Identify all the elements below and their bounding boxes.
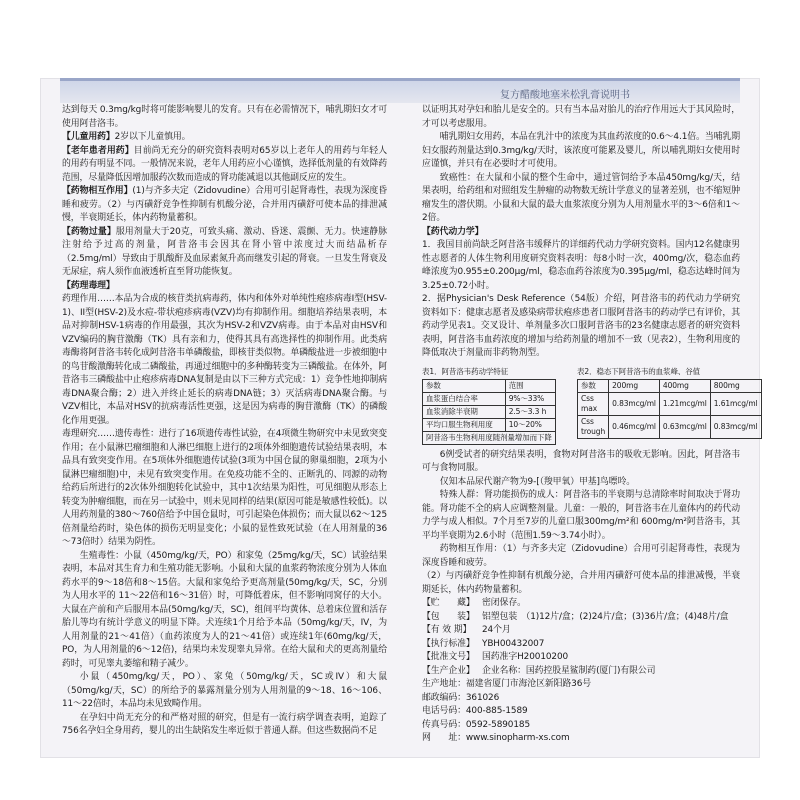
section-heading: 【药物过量】 <box>62 226 116 237</box>
pk-point-2: 2．据Physician's Desk Reference（54版）介绍，阿昔洛韦的药代动力学研究资料如下：健康志愿者及感染病带状疱疹患者口服阿昔洛韦的药动学已有评价，其药动学见表1。交叉设计、单剂量多次口服阿昔洛韦的23名健康志愿者的研究资料表明，阿昔洛韦血药浓度的增加与给药剂量的增加不一致（见表2），生物利用度的降低取决于剂量而非药物剂型。 <box>422 294 740 358</box>
carcinogenicity-text: 致癌性：在大鼠和小鼠的整个生命中，通过管饲给予本品450mg/kg/天，结果表明，给药组和对照组发生肿瘤的动物数无统计学意义的显著差别，也不缩短肿瘤发生的潜伏期。小鼠和大鼠的最大血浆浓度分别为人用剂量水平的3～6倍和1～2倍。 <box>422 172 740 223</box>
field-label: 【批准文号】 <box>422 652 475 662</box>
table-caption: 表1．阿昔洛韦药动学特征 <box>422 366 509 376</box>
table-cell: 血浆蛋白结合率 <box>423 393 506 406</box>
manufacturer-row <box>422 665 740 679</box>
interaction-text-2: （2）与丙磺舒竞争性抑制有机酸分泌，合并用丙磺舒可使本品的排泄减慢，半衰期延长，体内药物量蓄积。 <box>422 571 740 595</box>
table-cell: 1.61mcg/ml <box>710 393 761 416</box>
interaction-text: 药物相互作用：（1）与齐多夫定（Zidovudine）合用可引起肾毒性，表现为深度昏睡和疲劳。 <box>422 544 740 568</box>
field-value: 企业名称：国药控股星鲨制药(厦门)有限公司 <box>482 665 656 676</box>
table-cell: 400mg <box>659 380 710 393</box>
field-value: 24个月 <box>482 625 511 635</box>
paragraph: 达到每天 0.3mg/kg时将可能影响婴儿的发育。只有在必需情况下，哺乳期妇女才可使用阿昔洛韦。 <box>62 105 387 129</box>
pregnancy-text: 在孕妇中尚无充分的和严格对照的研究，但是有一流行病学调查表明，追踪了756名孕妇全身用药，婴儿的出生缺陷发生率近似于普通人群。但这些数据尚不足 <box>62 712 387 736</box>
toxicology-text: 毒理研究……遗传毒性：进行了16项遗传毒性试验，在4项微生物研究中未见致突变作用；在小鼠淋巴瘤细胞和人淋巴细胞上进行的2项体外细胞遗传试验结果表明，本品具有致突变作用。在5项体外细胞遗传试验(3项为中国仓鼠的卵巢细胞，2项为小鼠淋巴瘤细胞)中，未见有致突变作用。在免疫功能不全的、正断乳的、同源的动物给药后所进行的2次体外细胞转化试验中，其中1次结果为阳性，可见细胞从形态上转变为肿瘤细胞，而在另一试验中，则未见同样的结果(原因可能是敏感性较低)。以人用药剂量的380～760倍给予中国仓鼠时，可引起染色体损伤；而大鼠以62～125倍剂量给药时，染色体的损伤无明显变化；小鼠的显性致死试验（在人用剂量的36～73倍时）结果为阴性。 <box>62 429 387 547</box>
paragraph: 以证明其对孕妇和胎儿是安全的。只有当本品对胎儿的治疗作用远大于其风险时，才可以考虑服用。 <box>422 105 740 129</box>
table-row <box>423 406 556 419</box>
left-column <box>62 104 387 739</box>
table-row <box>423 393 556 406</box>
fax-number: 传真号码：0592-5890185 <box>422 719 530 730</box>
storage-row <box>422 597 740 611</box>
section-text: 目前尚无充分的研究资料表明对65岁以上老年人的用药与年轻人的用药有明显不同。一般情况来说，老年人用药应小心谨慎，选择低剂量的有效降药范围，尽量降低因增加服药次数而造成的肾功能减退以其他副反应的发生。 <box>62 145 387 183</box>
pharmacology-text: 药理作用……本品为合成的核苷类抗病毒药，体内和体外对单纯性疱疹病毒I型(HSV-1)、II型(HSV-2)及水痘-带状疱疹病毒(VZV)均有抑制作用。细胞培养结果表明，本品对抑制HSV-1病毒的作用最强，其次为HSV-2和VZV病毒。由于本品对由HSV和VZV编码的胸苷激酶（TK）具有亲和力，使得其具有高选择性的抑制作用。此类病毒酶将阿昔洛韦转化成阿昔洛韦单磷酸盐，即核苷类似物。单磷酸盐进一步被细胞中的鸟苷酸激酶转化成二磷酸盐，再通过细胞中的多种酶转变为三磷酸盐。在体外，阿昔洛韦三磷酸盐中止疱疹病毒DNA复制是由以下三种方式完成：1）竞争性地抑制病毒DNA聚合酶；2）进入并终止延长的病毒DNA链；3）灭活病毒DNA聚合酶。与VZV相比，本品对HSV的抗病毒活性更强，这是因为病毒的胸苷激酶（TK）的磷酸化作用更强。 <box>62 294 387 426</box>
table-cell: 参数 <box>423 380 506 393</box>
overdose-section <box>62 226 387 280</box>
right-column <box>422 104 758 746</box>
pk-characteristics-table <box>422 379 556 445</box>
field-value: 国药准字H20010200 <box>482 652 569 662</box>
table-row <box>423 419 556 432</box>
field-label: 【包 装】 <box>422 611 475 622</box>
field-value: 密闭保存。 <box>482 598 526 608</box>
header-band-text: 复方醋酸地塞米松乳膏说明书 <box>500 90 630 101</box>
table-cell: 范围 <box>505 380 555 393</box>
phone-number: 电话号码：400-885-1589 <box>422 706 528 716</box>
table-cell: 0.83mcg/ml <box>710 416 761 439</box>
table-cell: 0.83mcg/ml <box>609 393 660 416</box>
table-cell: 血浆消除半衰期 <box>423 406 506 419</box>
table-cell: 10～20% <box>505 419 555 432</box>
section-text: 服用剂量大于20克，可致头痛、激动、昏迷、震颤、无力。快速静脉注射给予过高的剂量，阿昔洛韦会因其在肾小管中浓度过大而结晶析存（2.5mg/ml）导致由于肌酸酐及血尿素氮升高而继发引起的肾衰。一旦发生肾衰及无尿症，病人须作血液透析直至肾功能恢复。 <box>62 226 387 277</box>
metabolite-text: 仅知本品尿代谢产物为9-[（羧甲氧）甲基]鸟嘌呤。 <box>439 476 635 487</box>
table-cell: 800mg <box>710 380 761 393</box>
package-row <box>422 611 740 625</box>
table-row <box>423 432 556 445</box>
field-label: 【有 效 期】 <box>422 625 472 635</box>
header-band <box>60 78 740 103</box>
food-effect-text: 6例受试者的研究结果表明，食物对阿昔洛韦的吸收无影响。因此，阿昔洛韦可与食物同服。 <box>422 449 740 473</box>
field-label: 【生产企业】 <box>422 665 475 676</box>
field-label: 【贮 藏】 <box>422 598 475 608</box>
table-cell: 参数 <box>578 380 609 393</box>
table-cell: 1.21mcg/ml <box>659 393 710 416</box>
lactation-text: 哺乳期妇女用药，本品在乳汁中的浓度为其血药浓度的0.6～4.1倍。当哺乳期妇女服药剂量达到0.3mg/kg/天时，该浓度可能累及婴儿，所以哺乳期妇女使用时应谨慎，并只有在必要时才可使用。 <box>422 132 740 169</box>
pk-point-1: 1．我国目前尚缺乏阿昔洛韦缓释片的详细药代动力学研究资料。国内12名健康男性志愿者的人体生物利用度研究资料表明：每8小时一次，400mg/次，稳态血药峰浓度为0.955±0.200μg/ml，稳态血药谷浓度为0.395μg/ml，稳态达峰时间为3.25±0.72小时。 <box>422 240 740 291</box>
special-population-text: 特殊人群：肾功能损伤的成人：阿昔洛韦的半衰期与总清除率时间取决于肾功能。肾功能不全的病人应调整剂量。儿童：一般的，阿昔洛韦在儿童体内的药代动力学与成人相似。7个月至7岁的儿童口服300mg/m²和 600mg/m²阿昔洛韦，其平均半衰期为2.6小时（范围1.59～3.74小时）。 <box>422 490 740 541</box>
table-cell: 2.5～3.3 h <box>505 406 555 419</box>
expiry-row <box>422 624 740 638</box>
children-section <box>62 131 387 145</box>
table-cell: 0.63mcg/ml <box>659 416 710 439</box>
table-1 <box>422 365 570 446</box>
field-value: YBH00432007 <box>482 638 545 649</box>
field-label: 【执行标准】 <box>422 638 475 649</box>
postcode: 邮政编码：361026 <box>422 692 500 703</box>
section-text: (1)与齐多夫定（Zidovudine）合用可引起肾毒性，表现为深度昏睡和疲劳。（2）与丙磺舒竞争性抑制有机酸分泌，合并用丙磺舒可使本品的排泄减慢，半衰期延长，体内药物量蓄积。 <box>62 186 387 223</box>
interaction-section <box>62 185 387 226</box>
website: 网 址：www.sinopharm-xs.com <box>422 733 570 743</box>
field-value: 铝塑包装 （1)12片/盒；(2)24片/盒；(3)36片/盒；(4)48片/盒 <box>482 611 729 622</box>
elderly-section <box>62 145 387 186</box>
table-header-row <box>578 380 762 393</box>
table-cell: 9%～33% <box>505 393 555 406</box>
table-row <box>578 416 762 439</box>
table-cell: 平均口服生物利用度 <box>423 419 506 432</box>
section-heading: 【药物相互作用】 <box>62 186 133 196</box>
steady-state-table <box>577 379 762 439</box>
section-text: 2岁以下儿童慎用。 <box>114 132 191 142</box>
reproductive-toxicity-text: 生殖毒性：小鼠（450mg/kg/天，PO）和家兔（25mg/kg/天，SC）试验结果表明，本品对其生育力和生殖功能无影响。小鼠和大鼠的血浆药物浓度分别为人体血药水平的9～18倍和8～15倍。大鼠和家兔给予更高剂量(50mg/kg/天，SC，分别为人用水平的 11～22倍和16～31倍）时，可降低着床，但不影响同窝仔的大小。大鼠在产前和产后服用本品(50mg/kg/天，SC)，组间平均黄体、总着床位置和活存胎儿等均有统计学意义的明显下降。犬连续1个月给予本品（50mg/kg/天，IV，为人用剂量的21～41倍）（血药浓度为人的21～41倍）或连续1年(60mg/kg/天，PO，为人用剂量的6～12倍)，结果均未发现睾丸异常。在给大鼠和犬的更高剂量给药时，可见睾丸萎缩和精子减少。 <box>62 550 387 669</box>
table-header-row <box>423 380 556 393</box>
table-2 <box>577 365 758 440</box>
table-cell: 200mg <box>609 380 660 393</box>
table-caption: 表2．稳态下阿昔洛韦的血浆峰、谷值 <box>577 366 701 376</box>
section-heading: 【儿童用药】 <box>62 132 115 142</box>
table-cell: Css max <box>578 393 609 416</box>
pharmacokinetics-heading: 【药代动力学】 <box>422 226 484 237</box>
pk-tables <box>422 365 758 443</box>
pharmacology-heading: 【药理毒理】 <box>62 280 115 291</box>
approval-row <box>422 651 740 665</box>
standard-row <box>422 638 740 652</box>
section-heading: 【老年患者用药】 <box>62 145 134 156</box>
teratogenicity-text: 小鼠（450mg/kg/天，PO）、家兔（50mg/kg/天，SC或IV）和大鼠（50mg/kg/天，SC）的所给予的暴露剂量分别为人用剂量的9～18、16～106、11～22倍时，本品均未见致畸作用。 <box>62 672 387 709</box>
manufacturer-address: 生产地址：福建省厦门市海沧区新阳路36号 <box>422 679 592 689</box>
table-row <box>578 393 762 416</box>
table-cell: 阿昔洛韦生物利用度随剂量增加而下降 <box>423 432 556 445</box>
table-cell: 0.46mcg/ml <box>609 416 660 439</box>
table-cell: Css trough <box>578 416 609 439</box>
